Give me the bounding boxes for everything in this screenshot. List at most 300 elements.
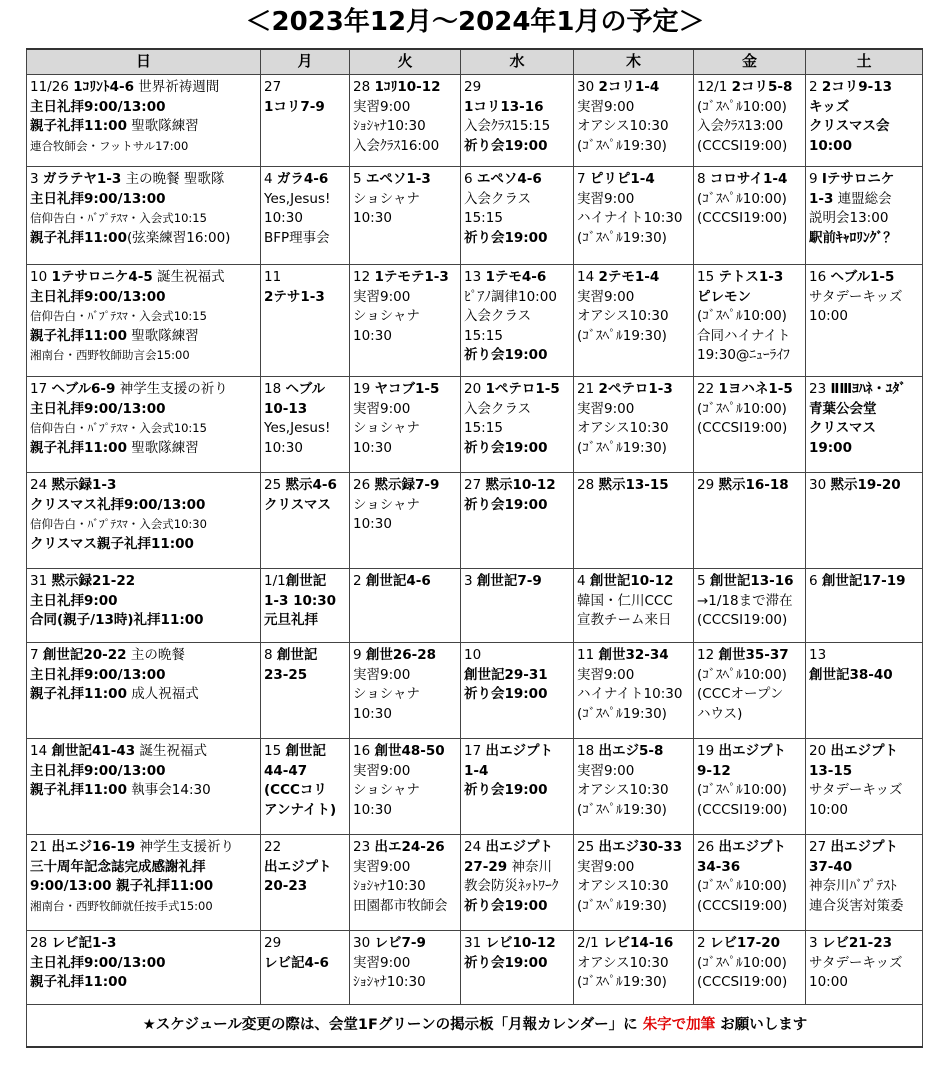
day-cell-sat xyxy=(806,265,923,377)
event-text: 17 xyxy=(30,381,52,397)
cell-line xyxy=(697,170,803,190)
event-bold-text: 1ｺﾘ10-12 xyxy=(374,79,441,95)
event-bold-text: 44-47 xyxy=(264,762,308,779)
cell-line xyxy=(577,476,691,496)
cell-line xyxy=(809,838,920,858)
cell-line xyxy=(30,858,258,878)
event-bold-text: 創世32-34 xyxy=(598,647,669,663)
day-cell-sun xyxy=(27,265,261,377)
cell-line xyxy=(697,934,803,954)
event-text: オアシス10:30 xyxy=(577,782,669,799)
cell-line xyxy=(697,666,803,686)
event-text: 教会防災ﾈｯﾄﾜｰｸ xyxy=(464,878,559,895)
cell-line xyxy=(577,439,691,459)
event-text: 14 xyxy=(577,269,599,285)
cell-line xyxy=(577,288,691,308)
event-text: 合同ハイナイト xyxy=(697,327,791,344)
day-cell-thu xyxy=(574,569,694,643)
event-text: 実習9:00 xyxy=(577,288,635,305)
cell-line xyxy=(264,592,347,612)
cell-line xyxy=(30,419,258,439)
cell-line xyxy=(464,781,571,801)
event-text: 6 xyxy=(809,573,822,589)
day-cell-fri xyxy=(694,265,806,377)
event-text: 29 xyxy=(697,477,719,493)
cell-line xyxy=(577,781,691,801)
cell-line xyxy=(809,954,920,974)
event-text: (ｺﾞｽﾍﾟﾙ19:30) xyxy=(577,229,667,246)
cell-line xyxy=(697,209,803,229)
cell-line xyxy=(464,666,571,686)
cell-line xyxy=(264,646,347,666)
cell-line xyxy=(353,476,458,496)
event-text: 11/26 xyxy=(30,79,74,95)
event-text: 神学生支援の祈り xyxy=(115,381,228,397)
day-cell-mon xyxy=(261,931,350,1005)
cell-line xyxy=(577,268,691,288)
event-bold-text: 1ペテロ1-5 xyxy=(485,381,560,397)
weekday-header-sun: 日 xyxy=(27,49,261,75)
cell-line xyxy=(464,439,571,459)
event-text: サタデーキッズ xyxy=(809,288,903,305)
day-cell-tue xyxy=(350,265,461,377)
cell-line xyxy=(264,858,347,878)
cell-line xyxy=(577,858,691,878)
cell-line xyxy=(464,327,571,347)
cell-line xyxy=(577,646,691,666)
event-bold-text: 9-12 xyxy=(697,762,731,779)
event-text: 4 xyxy=(264,171,277,187)
event-text: 入会ｸﾗｽ15:15 xyxy=(464,118,551,135)
cell-line xyxy=(30,439,258,459)
event-text: (ｺﾞｽﾍﾟﾙ19:30) xyxy=(577,705,667,722)
day-cell-mon xyxy=(261,473,350,569)
event-text: 27 xyxy=(809,839,831,855)
event-text: 11 xyxy=(264,269,282,285)
event-bold-text: 出エジプト xyxy=(830,743,898,759)
weekday-header-row xyxy=(27,49,923,75)
event-text: ショシャナ xyxy=(353,782,420,799)
event-bold-text: 10-13 xyxy=(264,400,308,417)
cell-line xyxy=(697,190,803,210)
cell-line xyxy=(353,973,458,993)
cell-line xyxy=(353,170,458,190)
cell-line xyxy=(809,380,920,400)
event-bold-text: 主日礼拝9:00/13:00 xyxy=(30,190,166,207)
footer-text-before: ★スケジュール変更の際は、会堂1Fグリーンの掲示板「月報カレンダー」に xyxy=(142,1017,643,1034)
cell-line xyxy=(809,762,920,782)
event-bold-text: 創世記38-40 xyxy=(809,666,893,683)
event-bold-text: レビ10-12 xyxy=(485,935,556,951)
event-bold-text: 2コリ1-4 xyxy=(598,79,660,95)
cell-line xyxy=(30,288,258,308)
cell-line xyxy=(30,897,258,917)
day-cell-tue xyxy=(350,473,461,569)
cell-line xyxy=(464,877,571,897)
event-bold-text: 主日礼拝9:00/13:00 xyxy=(30,400,166,417)
cell-line xyxy=(577,572,691,592)
cell-line xyxy=(809,288,920,308)
day-cell-sat xyxy=(806,931,923,1005)
event-text: 実習9:00 xyxy=(577,400,635,417)
event-text: 19 xyxy=(353,381,375,397)
event-text: ハウス) xyxy=(697,705,743,722)
cell-line xyxy=(264,666,347,686)
cell-line xyxy=(464,400,571,420)
event-text: 1/1 xyxy=(264,573,286,589)
event-text: 3 xyxy=(809,935,822,951)
event-text: 2 xyxy=(697,935,710,951)
cell-line xyxy=(353,954,458,974)
cell-line xyxy=(30,98,258,118)
cell-line xyxy=(30,646,258,666)
event-text: (CCCSI19:00) xyxy=(697,612,788,629)
event-bold-text: 創世記 xyxy=(285,743,326,759)
cell-line xyxy=(30,973,258,993)
day-cell-fri xyxy=(694,167,806,265)
cell-line xyxy=(30,934,258,954)
event-text: 26 xyxy=(353,477,375,493)
cell-line xyxy=(577,762,691,782)
cell-line xyxy=(809,934,920,954)
day-cell-fri xyxy=(694,569,806,643)
event-bold-text: 主日礼拝9:00 xyxy=(30,592,118,609)
cell-line xyxy=(30,611,258,631)
day-cell-tue xyxy=(350,835,461,931)
event-text: 誕生祝福式 xyxy=(152,269,225,285)
event-text: 7 xyxy=(30,647,43,663)
cell-line xyxy=(264,229,347,249)
cell-line xyxy=(464,897,571,917)
cell-line xyxy=(809,572,920,592)
cell-line xyxy=(30,592,258,612)
event-text: オアシス10:30 xyxy=(577,308,669,325)
event-text: 入会クラス xyxy=(464,400,532,417)
event-text: ｼｮｼｬﾅ10:30 xyxy=(353,878,426,895)
cell-line xyxy=(697,742,803,762)
day-cell-thu xyxy=(574,643,694,739)
cell-line xyxy=(464,170,571,190)
event-bold-text: ヘブル1-5 xyxy=(830,269,895,285)
cell-line xyxy=(353,98,458,118)
day-cell-wed xyxy=(461,377,574,473)
event-text: 31 xyxy=(464,935,486,951)
cell-line xyxy=(264,611,347,631)
event-bold-text: 19:00 xyxy=(809,439,852,456)
event-bold-text: 1ヨハネ1-5 xyxy=(718,381,793,397)
event-text: (CCCオープン xyxy=(697,686,784,703)
day-cell-mon xyxy=(261,377,350,473)
event-text: 25 xyxy=(577,839,599,855)
cell-line xyxy=(809,229,920,249)
event-text: 宣教チーム来日 xyxy=(577,612,672,629)
cell-line xyxy=(264,476,347,496)
event-text: 連盟総会 xyxy=(833,190,892,207)
cell-line xyxy=(809,209,920,229)
event-text: 22 xyxy=(264,839,282,855)
cell-line xyxy=(577,611,691,631)
day-cell-thu xyxy=(574,377,694,473)
event-bold-text: 創世記41-43 xyxy=(51,743,136,759)
week-row xyxy=(27,643,923,739)
event-bold-text: 出エジプト xyxy=(485,839,553,855)
event-bold-text: ピリピ1-4 xyxy=(589,171,655,187)
event-text: 6 xyxy=(464,171,477,187)
cell-line xyxy=(809,973,920,993)
day-cell-fri xyxy=(694,643,806,739)
event-text: 23 xyxy=(809,381,831,397)
event-bold-text: キッズ xyxy=(809,98,850,115)
event-text: 10:30 xyxy=(353,210,392,227)
event-text: 19:30@ﾆｭｰﾗｲﾌ xyxy=(697,347,790,364)
day-cell-sun xyxy=(27,75,261,167)
day-cell-mon xyxy=(261,265,350,377)
cell-line xyxy=(30,170,258,190)
event-bold-text: ⅡⅢﾖﾊﾈ・ﾕﾀﾞ xyxy=(830,381,907,397)
cell-line xyxy=(577,954,691,974)
day-cell-tue xyxy=(350,739,461,835)
event-text: 信仰告白・ﾊﾞﾌﾟﾃｽﾏ・入会式10:15 xyxy=(30,309,207,324)
event-bold-text: 創世記17-19 xyxy=(821,573,906,589)
cell-line xyxy=(697,646,803,666)
event-bold-text: 出エジプト xyxy=(264,858,332,875)
cell-line xyxy=(464,209,571,229)
cell-line xyxy=(809,646,920,666)
event-text: 10:30 xyxy=(353,516,392,533)
event-bold-text: クリスマス礼拝9:00/13:00 xyxy=(30,496,206,513)
cell-line xyxy=(577,592,691,612)
day-cell-sat xyxy=(806,835,923,931)
event-bold-text: ガラテヤ1-3 xyxy=(42,171,122,187)
event-text: 17 xyxy=(464,743,486,759)
event-bold-text: クリスマス親子礼拝11:00 xyxy=(30,535,194,552)
event-bold-text: Ⅰテサロニケ xyxy=(821,171,895,187)
event-text: 10:00 xyxy=(809,801,848,818)
day-cell-sun xyxy=(27,473,261,569)
day-cell-mon xyxy=(261,75,350,167)
day-cell-wed xyxy=(461,569,574,643)
event-text: (ｺﾞｽﾍﾟﾙ19:30) xyxy=(577,897,667,914)
week-row xyxy=(27,931,923,1005)
cell-line xyxy=(809,170,920,190)
day-cell-sat xyxy=(806,643,923,739)
day-cell-thu xyxy=(574,931,694,1005)
footer-note xyxy=(27,1005,923,1048)
cell-line xyxy=(697,117,803,137)
event-text: 15:15 xyxy=(464,327,503,344)
event-bold-text: 親子礼拝11:00 xyxy=(30,118,127,135)
footer-row xyxy=(27,1005,923,1048)
cell-line xyxy=(264,877,347,897)
cell-line xyxy=(30,877,258,897)
cell-line xyxy=(577,209,691,229)
cell-line xyxy=(464,685,571,705)
cell-line xyxy=(697,592,803,612)
event-bold-text: 37-40 xyxy=(809,858,853,875)
event-text: (ｺﾞｽﾍﾟﾙ10:00) xyxy=(697,308,787,325)
event-text: 聖歌隊練習 xyxy=(126,439,199,456)
cell-line xyxy=(697,288,803,308)
cell-line xyxy=(264,98,347,118)
event-text: ショシャナ xyxy=(353,420,420,437)
event-text: オアシス10:30 xyxy=(577,878,669,895)
cell-line xyxy=(264,190,347,210)
cell-line xyxy=(464,346,571,366)
event-bold-text: 1コリ13-16 xyxy=(464,98,544,115)
cell-line xyxy=(353,268,458,288)
day-cell-sun xyxy=(27,569,261,643)
cell-line xyxy=(577,327,691,347)
cell-line xyxy=(264,496,347,516)
event-text: 28 xyxy=(353,79,375,95)
event-text: (弦楽練習16:00) xyxy=(126,229,231,246)
cell-line xyxy=(353,646,458,666)
event-bold-text: 主日礼拝9:00/13:00 xyxy=(30,954,166,971)
day-cell-fri xyxy=(694,75,806,167)
cell-line xyxy=(30,762,258,782)
event-text: 実習9:00 xyxy=(353,288,411,305)
cell-line xyxy=(697,973,803,993)
weekday-header-tue: 火 xyxy=(350,49,461,75)
cell-line xyxy=(464,380,571,400)
event-bold-text: 駅前ｷｬﾛﾘﾝｸﾞ？ xyxy=(809,229,897,246)
event-bold-text: 創世35-37 xyxy=(718,647,789,663)
day-cell-wed xyxy=(461,473,574,569)
cell-line xyxy=(264,400,347,420)
event-bold-text: アンナイト) xyxy=(264,801,337,818)
day-cell-sat xyxy=(806,377,923,473)
day-cell-fri xyxy=(694,739,806,835)
event-bold-text: レビ記4-6 xyxy=(264,954,329,971)
cell-line xyxy=(809,400,920,420)
event-bold-text: 9:00/13:00 親子礼拝11:00 xyxy=(30,878,214,895)
event-text: 28 xyxy=(577,477,599,493)
week-row xyxy=(27,75,923,167)
event-text: 実習9:00 xyxy=(577,666,635,683)
event-bold-text: 祈り会19:00 xyxy=(464,439,548,456)
cell-line xyxy=(577,170,691,190)
cell-line xyxy=(353,419,458,439)
event-bold-text: レビ14-16 xyxy=(603,935,674,951)
cell-line xyxy=(697,685,803,705)
cell-line xyxy=(464,572,571,592)
event-text: (ｺﾞｽﾍﾟﾙ10:00) xyxy=(697,878,787,895)
event-bold-text: 親子礼拝11:00 xyxy=(30,439,127,456)
day-cell-wed xyxy=(461,739,574,835)
event-text: 8 xyxy=(264,647,277,663)
event-bold-text: 合同(親子/13時)礼拝11:00 xyxy=(30,612,204,629)
event-text: 20 xyxy=(464,381,486,397)
event-bold-text: エペソ4-6 xyxy=(476,171,542,187)
event-bold-text: 親子礼拝11:00 xyxy=(30,327,127,344)
event-text: 田園都市牧師会 xyxy=(353,897,448,914)
cell-line xyxy=(264,209,347,229)
event-text: BFP理事会 xyxy=(264,229,330,246)
event-text: 30 xyxy=(353,935,375,951)
event-text: 15 xyxy=(264,743,286,759)
cell-line xyxy=(577,742,691,762)
cell-line xyxy=(30,78,258,98)
cell-line xyxy=(353,666,458,686)
cell-line xyxy=(30,742,258,762)
cell-line xyxy=(30,229,258,249)
cell-line xyxy=(264,572,347,592)
event-text: 説明会13:00 xyxy=(809,210,889,227)
cell-line xyxy=(809,268,920,288)
event-text: 13 xyxy=(809,647,827,663)
event-bold-text: 1-3 xyxy=(809,190,834,207)
event-text: 10:30 xyxy=(353,439,392,456)
cell-line xyxy=(464,288,571,308)
cell-line xyxy=(697,419,803,439)
event-bold-text: 2コリ9-13 xyxy=(821,79,893,95)
event-bold-text: 元旦礼拝 xyxy=(264,612,318,629)
event-text: 実習9:00 xyxy=(577,98,635,115)
cell-line xyxy=(353,288,458,308)
event-bold-text: 創世記 xyxy=(276,647,318,663)
cell-line xyxy=(697,954,803,974)
event-text: (ｺﾞｽﾍﾟﾙ10:00) xyxy=(697,98,787,115)
event-bold-text: 1テモ4-6 xyxy=(485,269,547,285)
event-text: 2 xyxy=(809,79,822,95)
cell-line xyxy=(577,838,691,858)
cell-line xyxy=(809,877,920,897)
day-cell-sun xyxy=(27,377,261,473)
day-cell-thu xyxy=(574,835,694,931)
event-bold-text: 2テサ1-3 xyxy=(264,288,325,305)
event-bold-text: コロサイ1-4 xyxy=(709,171,788,187)
event-text: 5 xyxy=(353,171,366,187)
event-bold-text: クリスマス xyxy=(264,496,331,513)
day-cell-sat xyxy=(806,75,923,167)
cell-line xyxy=(464,496,571,516)
event-text: (ｺﾞｽﾍﾟﾙ10:00) xyxy=(697,400,787,417)
cell-line xyxy=(464,307,571,327)
event-text: 12 xyxy=(697,647,719,663)
cell-line xyxy=(809,897,920,917)
event-text: 4 xyxy=(577,573,590,589)
event-bold-text: クリスマス xyxy=(809,420,876,437)
event-text: 27 xyxy=(264,79,282,95)
cell-line xyxy=(264,380,347,400)
cell-line xyxy=(577,380,691,400)
day-cell-fri xyxy=(694,377,806,473)
event-bold-text: 祈り会19:00 xyxy=(464,229,548,246)
cell-line xyxy=(353,858,458,878)
day-cell-tue xyxy=(350,75,461,167)
day-cell-fri xyxy=(694,835,806,931)
event-bold-text: 祈り会19:00 xyxy=(464,496,548,513)
event-bold-text: 出エジプト xyxy=(830,839,898,855)
day-cell-tue xyxy=(350,377,461,473)
cell-line xyxy=(30,190,258,210)
cell-line xyxy=(30,476,258,496)
cell-line xyxy=(264,78,347,98)
event-text: 成人祝福式 xyxy=(126,686,199,703)
event-text: 5 xyxy=(697,573,710,589)
event-bold-text: 1-4 xyxy=(464,762,489,779)
event-text: 世界祈祷週間 xyxy=(134,79,220,95)
cell-line xyxy=(264,742,347,762)
event-bold-text: 祈り会19:00 xyxy=(464,347,548,364)
cell-line xyxy=(353,877,458,897)
cell-line xyxy=(464,268,571,288)
cell-line xyxy=(353,137,458,157)
event-text: オアシス10:30 xyxy=(577,420,669,437)
event-text: (ｺﾞｽﾍﾟﾙ19:30) xyxy=(577,327,667,344)
event-text: (ｺﾞｽﾍﾟﾙ10:00) xyxy=(697,954,787,971)
cell-line xyxy=(577,78,691,98)
